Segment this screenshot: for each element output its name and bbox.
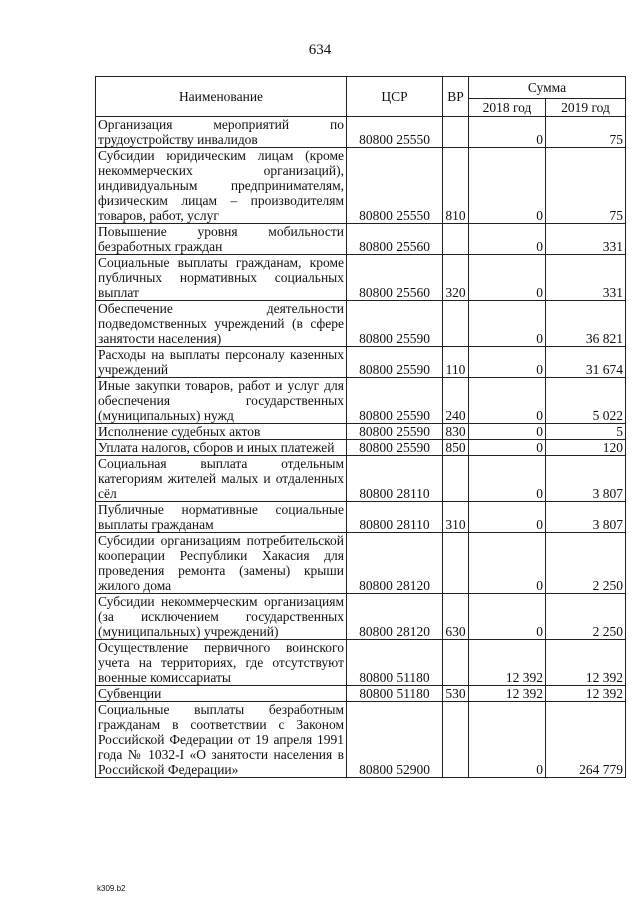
row-2018-cell: 0 <box>469 440 546 456</box>
table-row <box>96 378 626 424</box>
row-2019-cell: 12 392 <box>546 640 626 686</box>
row-name-cell: Обеспечение деятельности подведомственных учреждений (в сфере занятости населения) <box>96 301 347 347</box>
table-row <box>96 702 626 778</box>
row-name-cell: Расходы на выплаты персоналу казенных учреждений <box>96 347 347 378</box>
table-row <box>96 117 626 148</box>
table-row <box>96 456 626 502</box>
row-2019-cell: 2 250 <box>546 594 626 640</box>
row-csr-cell: 80800 28120 <box>347 533 443 594</box>
row-2019-cell: 75 <box>546 148 626 224</box>
row-vr-cell: 830 <box>443 424 469 440</box>
row-vr-cell: 240 <box>443 378 469 424</box>
row-csr-cell: 80800 25550 <box>347 148 443 224</box>
table-row <box>96 533 626 594</box>
row-csr-cell: 80800 52900 <box>347 702 443 778</box>
page-number: 634 <box>308 42 332 58</box>
row-csr-cell: 80800 25590 <box>347 301 443 347</box>
row-csr-cell: 80800 25590 <box>347 440 443 456</box>
row-2018-cell: 0 <box>469 702 546 778</box>
row-csr-cell: 80800 51180 <box>347 686 443 702</box>
row-2018-cell: 0 <box>469 424 546 440</box>
row-2019-cell: 75 <box>546 117 626 148</box>
row-vr-cell: 110 <box>443 347 469 378</box>
row-csr-cell: 80800 51180 <box>347 640 443 686</box>
row-name-cell: Публичные нормативные социальные выплаты гражданам <box>96 502 347 533</box>
row-2018-cell: 0 <box>469 301 546 347</box>
table-row <box>96 301 626 347</box>
row-csr-cell: 80800 25560 <box>347 224 443 255</box>
row-2019-cell: 12 392 <box>546 686 626 702</box>
table-row <box>96 594 626 640</box>
row-csr-cell: 80800 25590 <box>347 424 443 440</box>
table-body <box>96 117 626 778</box>
row-2018-cell: 0 <box>469 378 546 424</box>
row-vr-cell <box>443 117 469 148</box>
row-2019-cell: 264 779 <box>546 702 626 778</box>
header-sum: Сумма <box>469 77 626 99</box>
row-vr-cell <box>443 456 469 502</box>
row-2018-cell: 0 <box>469 117 546 148</box>
row-2018-cell: 0 <box>469 255 546 301</box>
row-name-cell: Субсидии организациям потребительской кооперации Республики Хакасия для проведения ремонта (замены) крыши жилого дома <box>96 533 347 594</box>
header-year-2019: 2019 год <box>546 99 626 117</box>
row-2019-cell: 3 807 <box>546 502 626 533</box>
row-2019-cell: 5 022 <box>546 378 626 424</box>
row-2018-cell: 0 <box>469 533 546 594</box>
row-vr-cell <box>443 640 469 686</box>
row-2018-cell: 12 392 <box>469 686 546 702</box>
row-2019-cell: 31 674 <box>546 347 626 378</box>
row-name-cell: Уплата налогов, сборов и иных платежей <box>96 440 347 456</box>
row-vr-cell: 630 <box>443 594 469 640</box>
row-vr-cell <box>443 533 469 594</box>
header-vr: ВР <box>443 77 469 117</box>
row-csr-cell: 80800 25590 <box>347 347 443 378</box>
table-row <box>96 224 626 255</box>
row-2019-cell: 2 250 <box>546 533 626 594</box>
row-2019-cell: 331 <box>546 224 626 255</box>
table-row <box>96 640 626 686</box>
row-vr-cell: 310 <box>443 502 469 533</box>
row-csr-cell: 80800 25590 <box>347 378 443 424</box>
row-2019-cell: 331 <box>546 255 626 301</box>
row-name-cell: Иные закупки товаров, работ и услуг для обеспечения государственных (муниципальных) нужд <box>96 378 347 424</box>
table-row <box>96 424 626 440</box>
row-vr-cell <box>443 301 469 347</box>
row-vr-cell: 320 <box>443 255 469 301</box>
row-2018-cell: 12 392 <box>469 640 546 686</box>
row-vr-cell: 530 <box>443 686 469 702</box>
row-2019-cell: 36 821 <box>546 301 626 347</box>
row-name-cell: Социальные выплаты безработным гражданам в соответствии с Законом Российской Федерации от 19 апреля 1991 года № 1032-I «О занятости населения в Российской Федерации» <box>96 702 347 778</box>
row-name-cell: Осуществление первичного воинского учета на территориях, где отсутствуют военные комиссариаты <box>96 640 347 686</box>
table-row <box>96 347 626 378</box>
row-name-cell: Повышение уровня мобильности безработных граждан <box>96 224 347 255</box>
row-2018-cell: 0 <box>469 148 546 224</box>
row-csr-cell: 80800 25560 <box>347 255 443 301</box>
row-name-cell: Социальная выплата отдельным категориям жителей малых и отдаленных сёл <box>96 456 347 502</box>
row-csr-cell: 80800 28110 <box>347 502 443 533</box>
row-name-cell: Исполнение судебных актов <box>96 424 347 440</box>
header-csr: ЦСР <box>347 77 443 117</box>
row-2018-cell: 0 <box>469 347 546 378</box>
row-name-cell: Социальные выплаты гражданам, кроме публичных нормативных социальных выплат <box>96 255 347 301</box>
row-csr-cell: 80800 25550 <box>347 117 443 148</box>
row-csr-cell: 80800 28110 <box>347 456 443 502</box>
row-2018-cell: 0 <box>469 594 546 640</box>
row-2019-cell: 120 <box>546 440 626 456</box>
row-vr-cell <box>443 224 469 255</box>
table-row <box>96 502 626 533</box>
table-row <box>96 686 626 702</box>
header-year-2018: 2018 год <box>469 99 546 117</box>
row-vr-cell <box>443 702 469 778</box>
row-2019-cell: 5 <box>546 424 626 440</box>
budget-table <box>95 76 626 778</box>
row-2018-cell: 0 <box>469 224 546 255</box>
header-name: Наименование <box>96 77 347 117</box>
row-name-cell: Субсидии некоммерческим организациям (за исключением государственных (муниципальных) учреждений) <box>96 594 347 640</box>
row-name-cell: Субсидии юридическим лицам (кроме некоммерческих организаций), индивидуальным предпринимателям, физическим лицам – производителям товаров, работ, услуг <box>96 148 347 224</box>
row-2018-cell: 0 <box>469 502 546 533</box>
row-csr-cell: 80800 28120 <box>347 594 443 640</box>
row-name-cell: Субвенции <box>96 686 347 702</box>
footer-code: k309.b2 <box>97 884 126 893</box>
row-2019-cell: 3 807 <box>546 456 626 502</box>
row-2018-cell: 0 <box>469 456 546 502</box>
row-name-cell: Организация мероприятий по трудоустройству инвалидов <box>96 117 347 148</box>
table-row <box>96 440 626 456</box>
row-vr-cell: 850 <box>443 440 469 456</box>
row-vr-cell: 810 <box>443 148 469 224</box>
table-row <box>96 148 626 224</box>
table-row <box>96 255 626 301</box>
